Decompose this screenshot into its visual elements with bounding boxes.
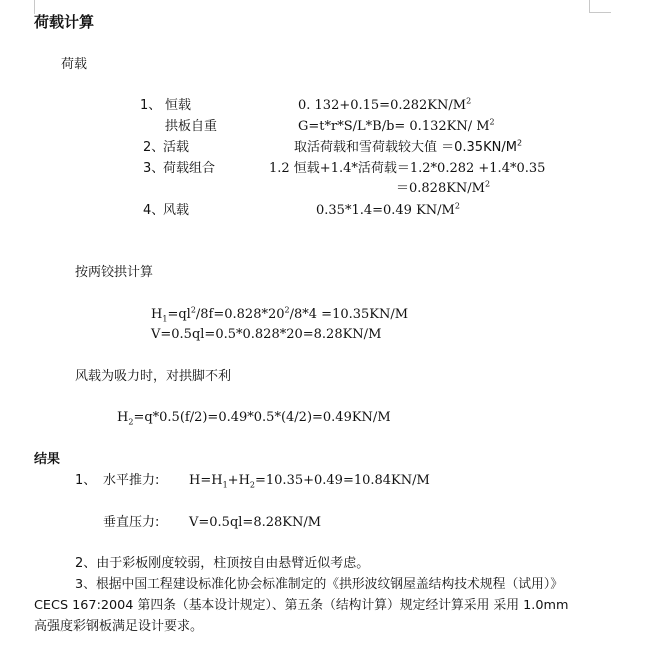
load-combo-result: $=0.828KN/M^2$ [396,179,491,196]
wind-load-value: 0.35*1.4=0.49 $KN/M^2$ [316,201,460,218]
board-weight-label: 拱板自重 [165,119,218,134]
dead-load-value: 0. $132+0.15=0.282KN/M^2$ [298,96,472,113]
load-combo-label: 荷载组合 [163,161,216,176]
arch-calc-label: 按两铰拱计算 [75,265,154,280]
result-heading: 结果 [34,452,61,467]
live-load-number: 2、 [143,140,165,155]
board-weight-value: G=t*r*S/L*B/b= 0.132KN/ $M^2$ [298,117,495,134]
corner-mark-top-right-vertical [589,0,590,12]
vertical-pressure-value: V=0.5ql=8.28KN/M [189,515,322,530]
result-item2: 2、由于彩板刚度较弱，柱顶按自由悬臂近似考虑。 [75,556,370,571]
page-title: 荷载计算 [34,13,95,31]
wind-suction-label: 风载为吸力时，对拱脚不利 [75,369,232,384]
load-combo-number: 3、 [143,161,165,176]
vertical-pressure-label: 垂直压力: [103,515,160,530]
live-load-label: 活载 [163,140,190,155]
result-item3-line3: 高强度彩钢板满足设计要求。 [34,619,204,634]
loads-label: 荷载 [61,57,88,72]
dead-load-number: 1、 [140,98,162,113]
result-item3-line2: CECS 167:2004 第四条（基本设计规定）、第五条（结构计算）规定经计算采用 采用 1.0mm [34,598,569,613]
h2-formula: $H_2=q*0.5(f/2)=0.49*0.5*(4/2)=0.49KN/M$ [117,410,391,427]
live-load-value: 取活荷载和雪荷载较大值 $=0.35KN/M^2$ [294,138,523,155]
corner-mark-top-left-vertical [34,0,35,14]
result-item1-number: 1、 [75,473,97,488]
wind-load-number: 4、 [143,203,165,218]
load-combo-value: 1.2 恒载+1.4*活荷载＝1.2*0.282 +1.4*0.35 [269,161,546,176]
corner-mark-top-right-horizontal [589,12,611,13]
h1-formula: $H_1=ql^2/8f=0.828*20^2/8*4 =10.35KN/M$ [151,305,409,324]
wind-load-label: 风载 [163,203,190,218]
horizontal-thrust-value: $H=H_1+H_2=10.35+0.49=10.84KN/M$ [189,473,430,490]
dead-load-label: 恒载 [165,98,192,113]
horizontal-thrust-label: 水平推力: [103,473,160,488]
v-formula: V=0.5ql=0.5*0.828*20=8.28KN/M [151,327,382,342]
result-item3-line1: 3、根据中国工程建设标准化协会标准制定的《拱形波纹钢屋盖结构技术规程（试用）》 [75,577,564,592]
